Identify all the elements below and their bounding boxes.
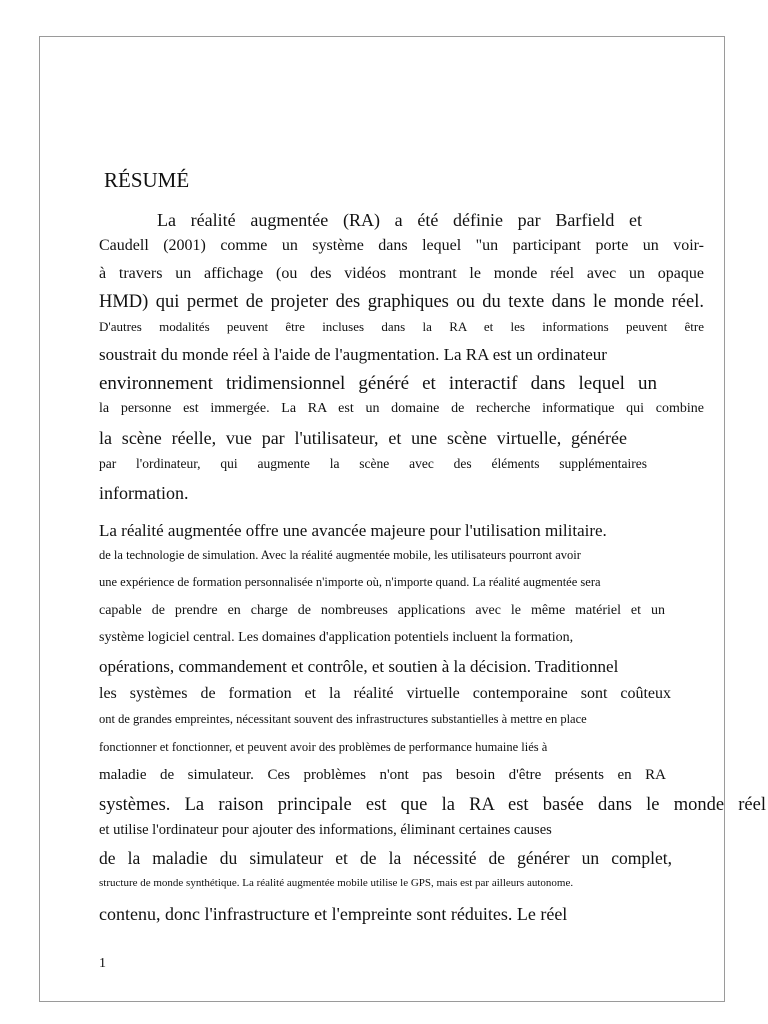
text-line: opérations, commandement et contrôle, et soutien à la décision. Traditionnel (99, 657, 619, 676)
text-line: de la maladie du simulateur et de la nécessité de générer un complet, (99, 848, 672, 868)
text-line: et utilise l'ordinateur pour ajouter des informations, éliminant certaines causes (99, 822, 552, 838)
text-line: structure de monde synthétique. La réalité augmentée mobile utilise le GPS, mais est par ailleurs autonome. (99, 877, 574, 889)
text-line: D'autres modalités peuvent être incluses dans la RA et les informations peuvent être (99, 319, 704, 334)
text-line: HMD) qui permet de projeter des graphiques ou du texte dans le monde réel. (99, 292, 704, 312)
text-line: environnement tridimensionnel généré et interactif dans lequel un (99, 373, 657, 394)
text-line: système logiciel central. Les domaines d'application potentiels incluent la formation, (99, 630, 574, 645)
page-title: RÉSUMÉ (104, 168, 190, 192)
text-line: les systèmes de formation et la réalité virtuelle contemporaine sont coûteux (99, 685, 671, 702)
text-line: ont de grandes empreintes, nécessitant souvent des infrastructures substantielles à mettre en place (99, 712, 587, 726)
text-line: maladie de simulateur. Ces problèmes n'ont pas besoin d'être présents en RA (99, 767, 666, 783)
text-line: Caudell (2001) comme un système dans lequel "un participant porte un voir- (99, 237, 704, 254)
text-line: de la technologie de simulation. Avec la réalité augmentée mobile, les utilisateurs pourront avoir (99, 548, 581, 562)
text-line: à travers un affichage (ou des vidéos montrant le monde réel avec un opaque (99, 265, 704, 282)
text-line: soustrait du monde réel à l'aide de l'augmentation. La RA est un ordinateur (99, 345, 607, 364)
text-line: contenu, donc l'infrastructure et l'empreinte sont réduites. Le réel (99, 904, 568, 924)
text-line: fonctionner et fonctionner, et peuvent avoir des problèmes de performance humaine liés à (99, 740, 548, 754)
text-line: information. (99, 483, 189, 503)
text-line: la personne est immergée. La RA est un domaine de recherche informatique qui combine (99, 401, 704, 416)
page-number: 1 (99, 956, 106, 971)
text-line: La réalité augmentée (RA) a été définie par Barfield et (157, 210, 642, 230)
text-line: la scène réelle, vue par l'utilisateur, et une scène virtuelle, générée (99, 428, 627, 448)
text-line: La réalité augmentée offre une avancée majeure pour l'utilisation militaire. (99, 521, 607, 540)
text-line: capable de prendre en charge de nombreuses applications avec le même matériel et un (99, 603, 665, 618)
text-line: systèmes. La raison principale est que la RA est basée dans le monde réel (99, 795, 766, 815)
text-line: par l'ordinateur, qui augmente la scène avec des éléments supplémentaires (99, 456, 647, 471)
text-line: une expérience de formation personnalisée n'importe où, n'importe quand. La réalité augmentée sera (99, 575, 601, 589)
